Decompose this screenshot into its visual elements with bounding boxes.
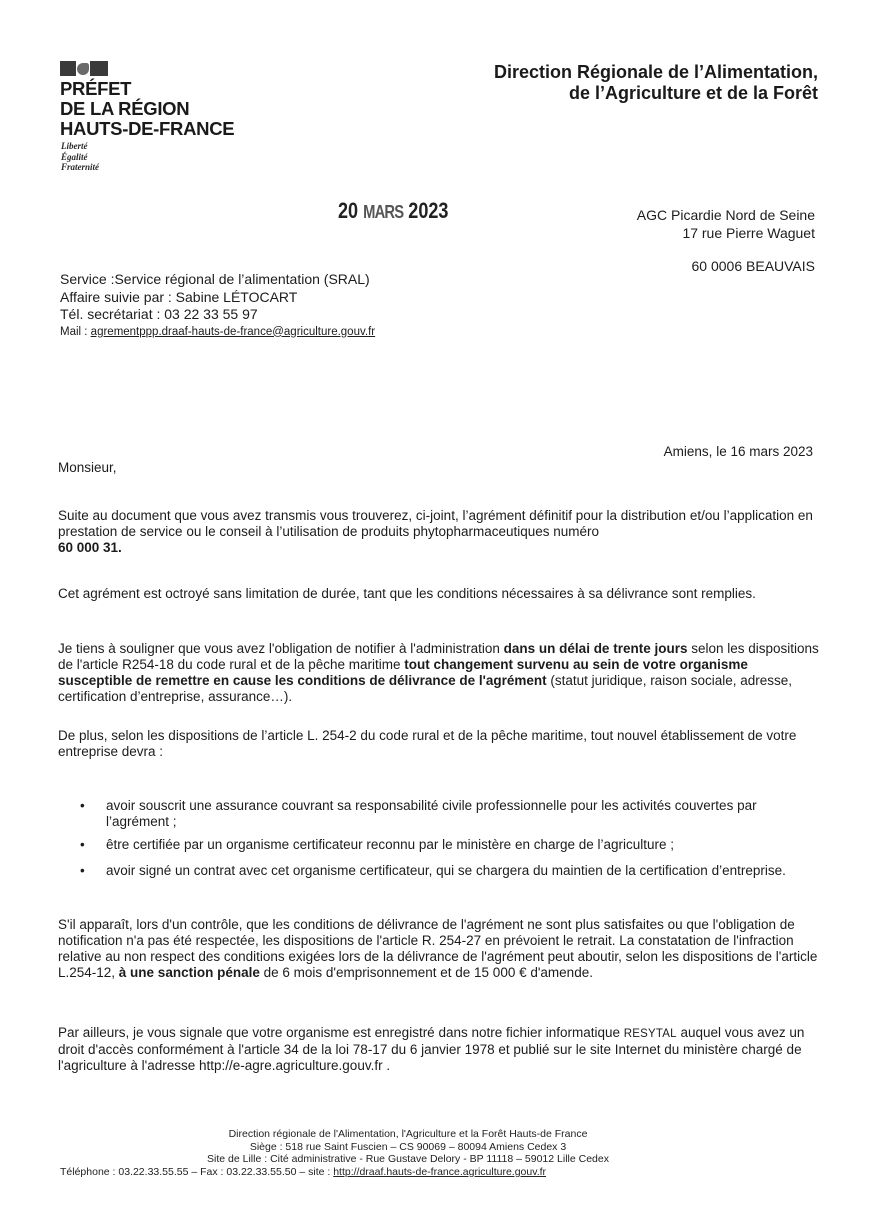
stamp-year: 2023 [408,198,449,223]
p3-e: (statut juridique, raison sociale, adresse, certification d’entreprise, assurance…). [58,673,793,704]
prefet-title-line: PRÉFET [60,78,132,99]
bullet-icon: • [80,798,85,813]
p3-bold-delay: dans un délai de trente jours [503,641,688,656]
p4-text: De plus, selon les dispositions de l’article L. 254-2 du code rural et de la pêche maritime, tout nouvel établissement de votre entreprise devra : [58,728,797,759]
emblem-blue-block [60,61,76,76]
paragraph-2 [58,586,820,602]
paragraph-1 [58,508,820,556]
stamp-month: MARS [363,202,404,222]
marianne-emblem-icon [60,61,108,76]
p2-text: Cet agrément est octroyé sans limitation de durée, tant que les conditions nécessaires à sa délivrance sont remplies. [58,586,756,601]
paragraph-3 [58,641,820,705]
mail-link[interactable]: agrementppp.draaf-hauts-de-france@agriculture.gouv.fr [90,325,376,338]
paragraph-4 [58,728,820,760]
republic-motto [61,141,99,173]
direction-heading [494,62,818,104]
recipient-city: 60 0006 BEAUVAIS [691,258,815,274]
emblem-red-block [90,61,108,76]
footer-line-1: Direction régionale de l'Alimentation, l'Agriculture et la Forêt Hauts-de France [228,1128,588,1140]
p5-c: de 6 mois d'emprisonnement et de 15 000 € d'amende. [259,965,593,980]
motto-line: Égalité [61,151,88,162]
prefet-title-line: DE LA RÉGION [60,98,190,119]
p6-a: Par ailleurs, je vous signale que votre organisme est enregistré dans notre fichier informatique [58,1025,624,1040]
sender-contact: Affaire suivie par : Sabine LÉTOCART [60,288,298,305]
paragraph-6 [58,1025,820,1074]
prefet-title [60,79,234,139]
p3-a: Je tiens à souligner que vous avez l'obligation de notifier à l'administration [58,641,504,656]
motto-line: Fraternité [61,162,100,172]
resytal-name: RESYTAL [623,1028,677,1040]
mail-label: Mail : [60,325,91,338]
recipient-name: AGC Picardie Nord de Seine [636,207,815,223]
recipient-street: 17 rue Pierre Waguet [682,225,815,241]
footer-line-4 [60,1166,758,1179]
stamp-day: 20 [338,198,359,223]
p6-b: auquel vous avez un droit d'accès conformément à l'article 34 de la loi 78-17 du 6 janvier 1978 et publié sur le site Internet du ministère chargé de l'agriculture à l'adresse http://e-agre.agriculture.gouv.fr . [58,1025,805,1073]
bullet-icon: • [80,863,85,878]
footer-line-2: Siège : 518 rue Saint Fuscien – CS 90069 – 80094 Amiens Cedex 3 [249,1140,567,1153]
direction-heading-line: Direction Régionale de l’Alimentation, [493,62,818,82]
list-item-text: avoir souscrit une assurance couvrant sa responsabilité civile professionnelle pour les activités couvertes par l’agrément ; [106,798,757,829]
list-item-text: avoir signé un contrat avec cet organisme certificateur, qui se chargera du maintien de la certification d’entreprise. [106,863,786,878]
footer [58,1128,758,1178]
p1-text: Suite au document que vous avez transmis vous trouverez, ci-joint, l’agrément définitif pour la distribution et/ou l’application en prestation de service ou le conseil à l’utilisation de produits phytopharmaceutiques numéro [58,508,813,539]
received-date-stamp [338,198,448,224]
bullet-icon: • [80,837,85,852]
sender-phone: Tél. secrétariat : 03 22 33 55 97 [60,306,258,322]
sender-info [60,271,375,341]
motto-line: Liberté [61,141,88,151]
prefet-title-line: HAUTS-DE-FRANCE [60,118,235,139]
footer-website-link[interactable]: http://draaf.hauts-de-france.agriculture.gouv.fr [333,1165,547,1178]
p3-c: selon les dispositions de l'article R254-18 du code rural et de la pêche maritime [58,641,819,672]
sender-mail [60,324,375,342]
p5-bold-sanction: à une sanction pénale [118,965,260,980]
place-date: Amiens, le 16 mars 2023 [663,444,813,459]
agrement-number: 60 000 31. [58,540,122,555]
direction-heading-line: de l’Agriculture et de la Forêt [568,83,818,103]
list-item-text: être certifiée par un organisme certificateur reconnu par le ministère en charge de l’agriculture ; [106,837,675,852]
p3-bold-change: tout changement survenu au sein de votre organisme susceptible de remettre en cause les conditions de délivrance de l'agrément [58,657,748,688]
footer-contact: Téléphone : 03.22.33.55.55 – Fax : 03.22.33.55.50 – site : [60,1165,334,1178]
marianne-profile [77,63,89,75]
sender-service: Service :Service régional de l’alimentation (SRAL) [60,271,370,287]
p5-a: S'il apparaît, lors d'un contrôle, que les conditions de délivrance de l'agrément ne sont plus satisfaites ou que l'obligation de notification n'a pas été respectée, les dispositions de l'article R. 254-27 en prévoient le retrait. La constatation de l'infraction relative au non respect des conditions exigées lors de la délivrance de l'agrément peut aboutir, selon les dispositions de l'article L.254-12, [58,917,818,980]
footer-line-3: Site de Lille : Cité administrative - Rue Gustave Delory - BP 11118 – 59012 Lille Cedex [207,1153,609,1165]
salutation: Monsieur, [58,460,117,475]
paragraph-5 [58,917,820,981]
recipient-address [637,206,815,242]
